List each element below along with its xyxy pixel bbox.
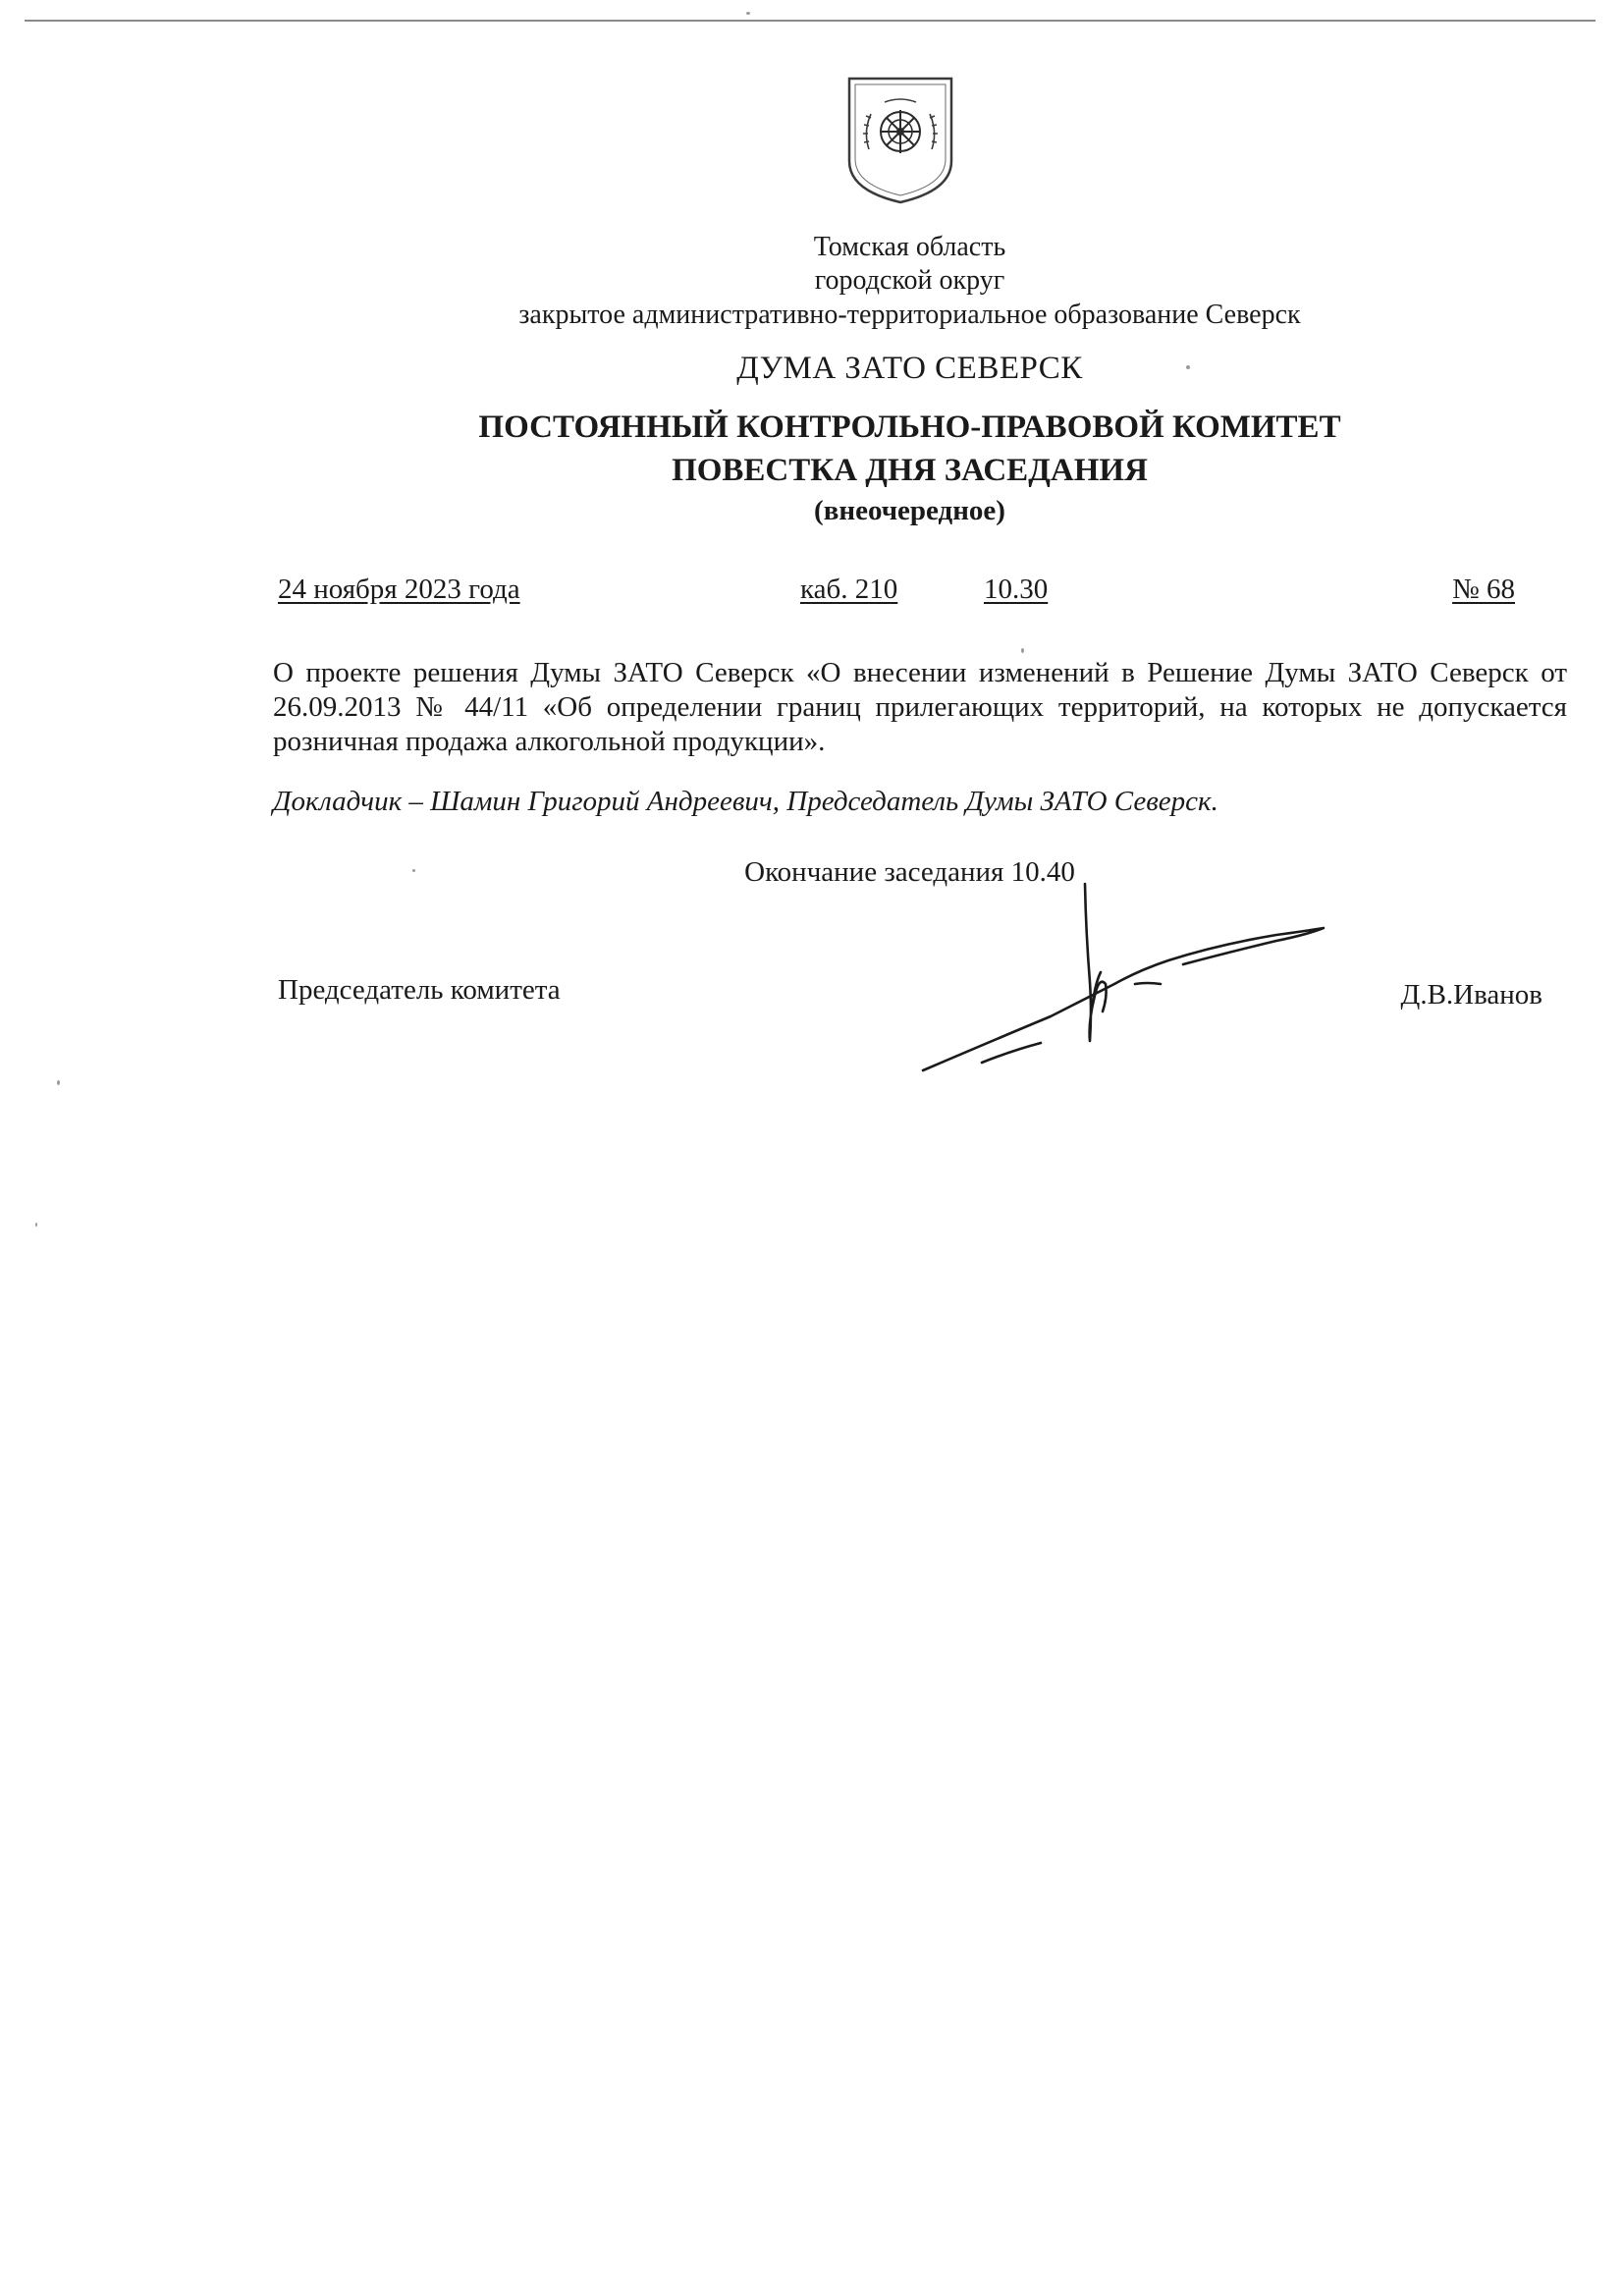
header-region: Томская область (813, 232, 1006, 262)
header-zato: закрытое административно-территориальное образование Северск (518, 300, 1301, 330)
scan-speck (1021, 648, 1024, 653)
scan-speck (35, 1223, 37, 1227)
meeting-ending: Окончание заседания 10.40 (744, 856, 1075, 888)
chair-title: Председатель комитета (278, 974, 561, 1006)
header-district: городской округ (814, 265, 1005, 296)
agenda-item-text: О проекте решения Думы ЗАТО Северск «О внесении изменений в Решение Думы ЗАТО Северск от 26.09.2013 № 44/11 «Об определении границ прилегающих территорий, на которых не допускается розничная продажа алкогольной продукции». (273, 657, 1567, 757)
meeting-type: (внеочередное) (814, 495, 1005, 526)
meeting-time: 10.30 (984, 574, 1049, 605)
committee-title: ПОСТОЯННЫЙ КОНТРОЛЬНО-ПРАВОВОЙ КОМИТЕТ (478, 410, 1341, 445)
scan-top-edge (25, 20, 1596, 22)
duma-title: ДУМА ЗАТО СЕВЕРСК (736, 351, 1083, 386)
scan-speck (412, 869, 415, 872)
meeting-room: каб. 210 (800, 574, 898, 605)
handwritten-signature (903, 874, 1335, 1080)
chair-name: Д.В.Иванов (1400, 979, 1542, 1011)
scan-speck (746, 12, 750, 15)
agenda-item-speaker: Докладчик – Шамин Григорий Андреевич, Председатель Думы ЗАТО Северск. (273, 786, 1218, 817)
agenda-title: ПОВЕСТКА ДНЯ ЗАСЕДАНИЯ (672, 453, 1148, 488)
scan-speck (1186, 365, 1190, 369)
coat-of-arms-icon (845, 75, 955, 206)
scan-speck (57, 1080, 60, 1085)
meeting-date: 24 ноября 2023 года (278, 574, 520, 605)
meeting-number: № 68 (1452, 574, 1515, 605)
